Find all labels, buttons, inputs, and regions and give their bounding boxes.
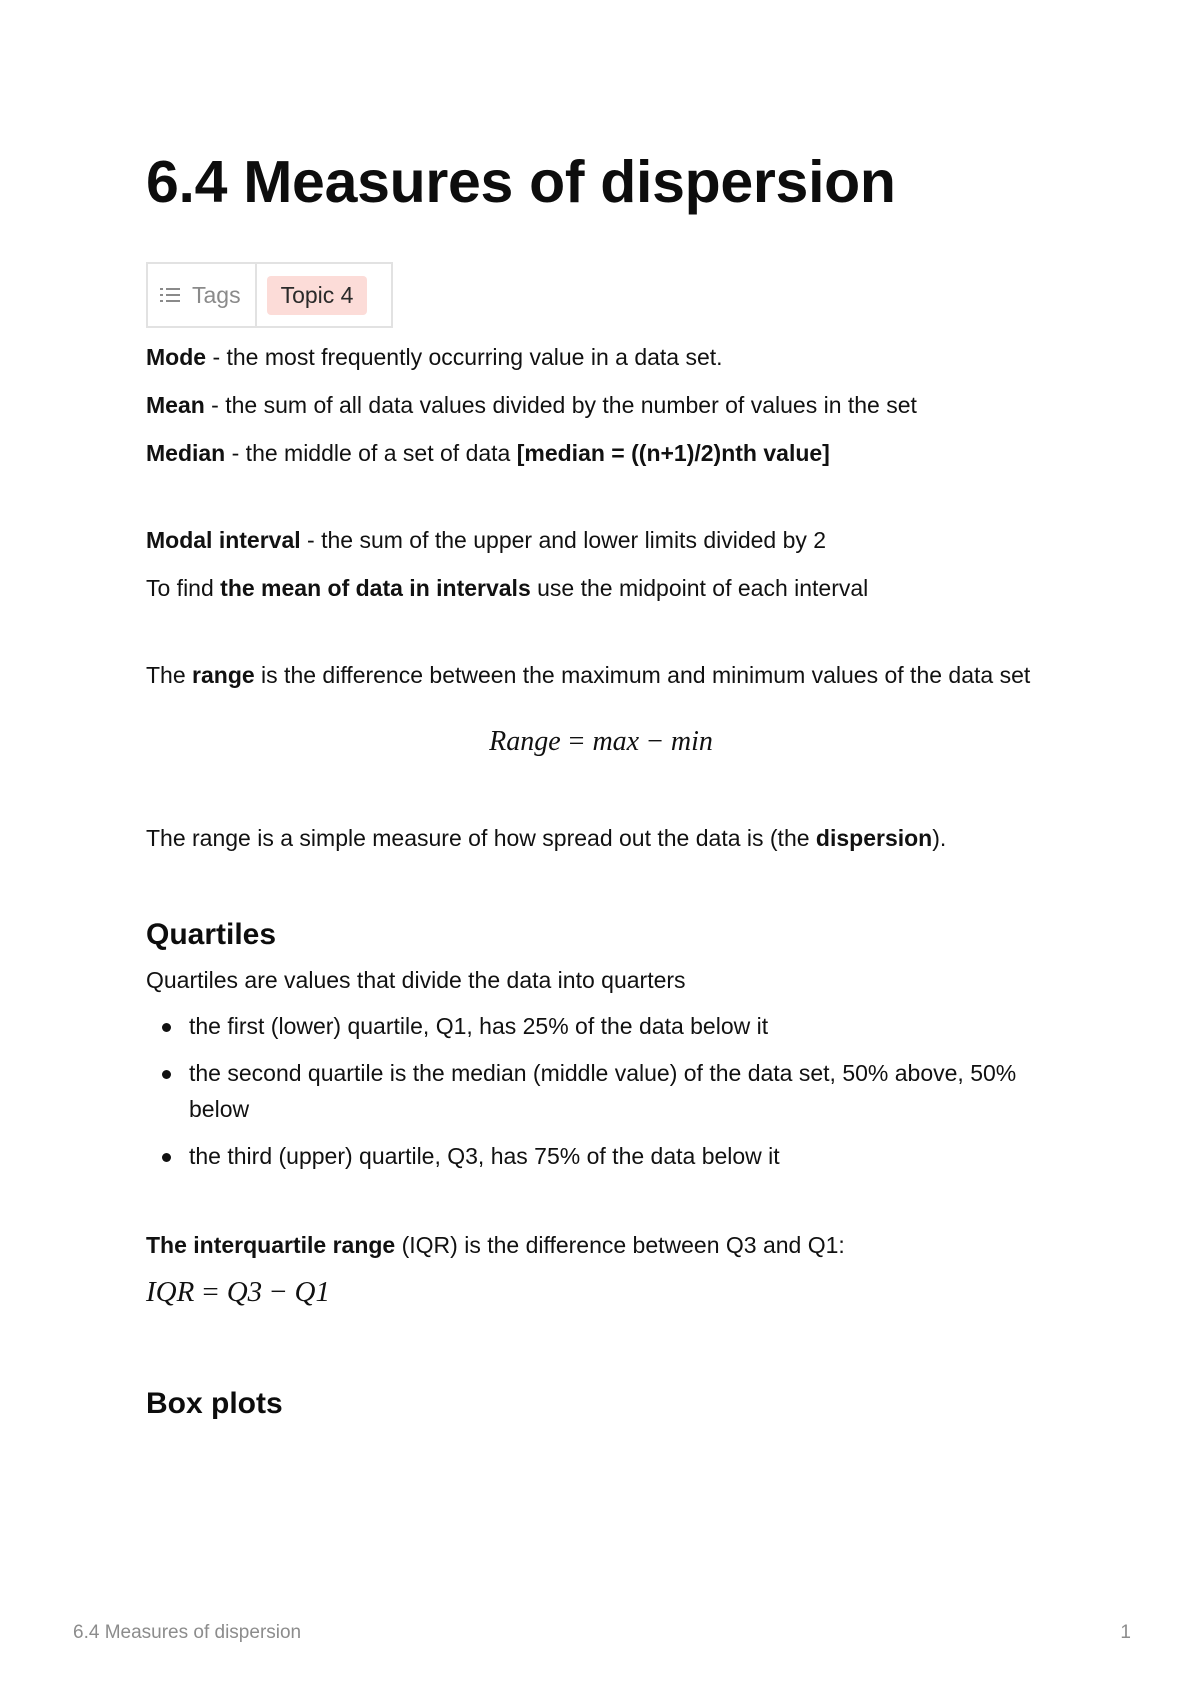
list-icon xyxy=(160,287,180,303)
median-term: Median xyxy=(146,440,226,466)
list-item: the first (lower) quartile, Q1, has 25% of the data below it xyxy=(189,1008,1056,1044)
median-definition xyxy=(146,436,1056,470)
list-item: the third (upper) quartile, Q3, has 75% of the data below it xyxy=(189,1138,1056,1174)
iqr-term: The interquartile range xyxy=(146,1232,396,1258)
iqr-formula-q1: Q1 xyxy=(294,1276,330,1308)
range-formula xyxy=(146,722,1056,762)
modal-text: - the sum of the upper and lower limits divided by 2 xyxy=(300,527,827,553)
intervals-term: the mean of data in intervals xyxy=(220,575,531,601)
property-key-label: Tags xyxy=(192,281,241,308)
mean-term: Mean xyxy=(146,392,205,418)
intervals-note xyxy=(146,571,1056,605)
iqr-definition xyxy=(146,1228,1056,1262)
document-page xyxy=(146,140,1056,1424)
property-value-tags[interactable] xyxy=(257,264,392,326)
range-formula-min: min xyxy=(670,726,713,757)
dispersion-term: dispersion xyxy=(815,825,933,851)
iqr-formula-lhs: IQR xyxy=(146,1276,195,1308)
range-formula-lhs: Range xyxy=(489,726,561,757)
range-definition xyxy=(146,658,1056,692)
page-title: 6.4 Measures of dispersion xyxy=(146,149,896,215)
iqr-formula-eq: = xyxy=(202,1276,219,1308)
iqr-formula-q3: Q3 xyxy=(226,1276,263,1308)
median-text: - the middle of a set of data xyxy=(225,440,517,466)
mean-definition xyxy=(146,388,1056,422)
range-post: is the difference between the maximum and minimum values of the data set xyxy=(254,662,1031,688)
box-plots-heading: Box plots xyxy=(146,1387,283,1420)
median-formula: [median = ((n+1)/2)nth value] xyxy=(516,440,830,466)
list-item: the second quartile is the median (middle value) of the data set, 50% above, 50% below xyxy=(189,1055,1056,1127)
mode-text: - the most frequently occurring value in a data set. xyxy=(206,344,723,370)
range-simple-note xyxy=(146,821,1056,855)
mode-definition xyxy=(146,340,1056,374)
mean-text: - the sum of all data values divided by the number of values in the set xyxy=(204,392,917,418)
range-simple-pre: The range is a simple measure of how spread out the data is (the xyxy=(146,825,816,851)
tag-badge[interactable]: Topic 4 xyxy=(267,276,368,315)
intervals-post: use the midpoint of each interval xyxy=(530,575,869,601)
iqr-formula xyxy=(146,1272,1056,1312)
range-formula-minus: − xyxy=(647,726,663,757)
iqr-formula-minus: − xyxy=(270,1276,287,1308)
intervals-pre: To find xyxy=(146,575,221,601)
property-key-tags xyxy=(148,264,257,326)
range-pre: The xyxy=(146,662,193,688)
mode-term: Mode xyxy=(146,344,207,370)
footer-title: 6.4 Measures of dispersion xyxy=(73,1622,302,1643)
quartiles-list xyxy=(146,1008,1056,1174)
range-term: range xyxy=(192,662,255,688)
modal-term: Modal interval xyxy=(146,527,301,553)
iqr-text: (IQR) is the difference between Q3 and Q1: xyxy=(395,1232,845,1258)
quartiles-intro: Quartiles are values that divide the data into quarters xyxy=(146,967,686,993)
page-number: 1 xyxy=(1120,1622,1131,1643)
properties-table xyxy=(146,262,393,328)
range-formula-max: max xyxy=(592,726,640,757)
quartiles-heading: Quartiles xyxy=(146,918,277,951)
range-simple-post: ). xyxy=(932,825,947,851)
modal-interval-definition xyxy=(146,523,1056,557)
range-formula-eq: = xyxy=(568,726,585,757)
